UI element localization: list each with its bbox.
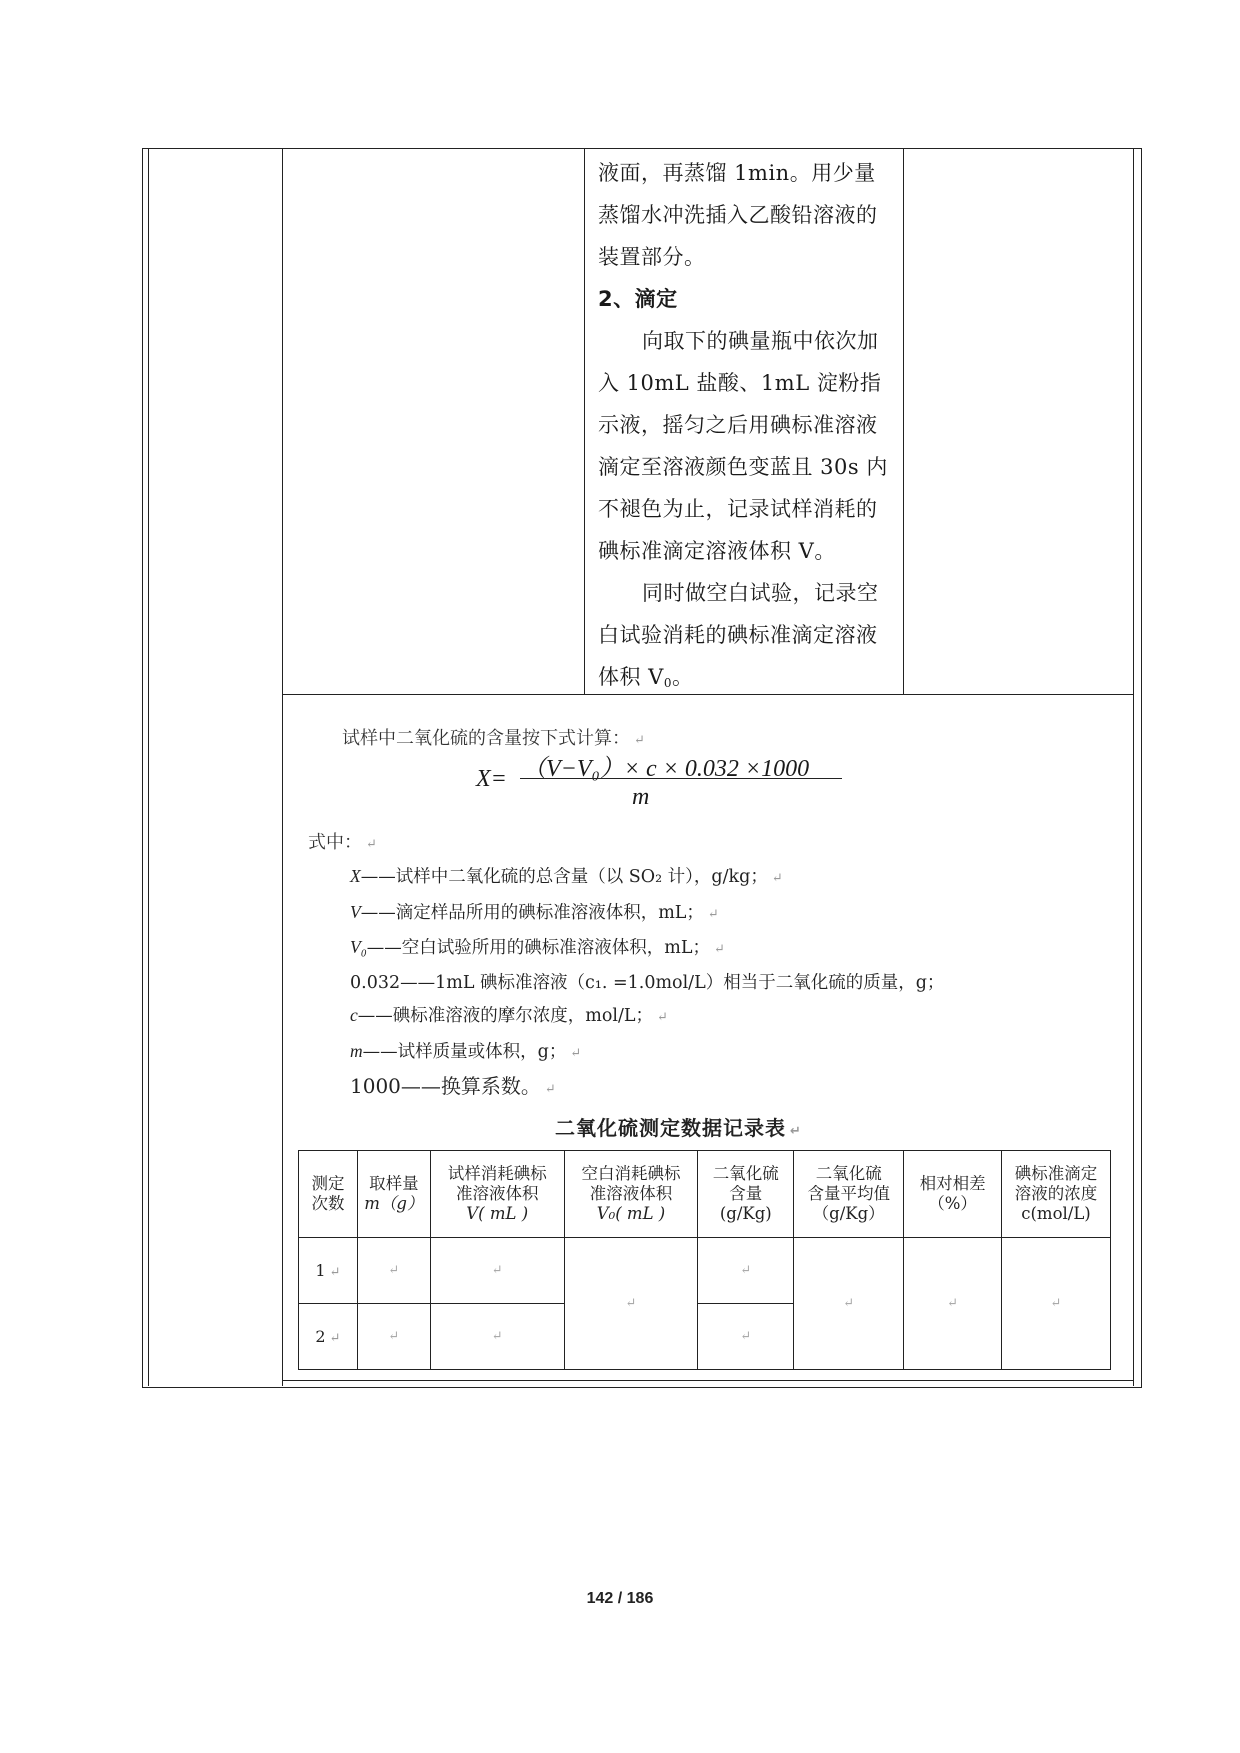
- return-mark-icon: ↵: [790, 1124, 802, 1139]
- right-content-divider: [903, 148, 904, 694]
- header-sample-mass: 取样量 m（g）: [357, 1151, 430, 1238]
- definition-text: ——试样质量或体积，g；: [362, 1041, 567, 1062]
- record-table: [298, 1150, 1111, 1370]
- blank-test-paragraph: [598, 572, 896, 704]
- header-test-number: 测定 次数: [299, 1151, 358, 1238]
- where-label-text: 式中：: [308, 832, 362, 853]
- definition-text: ——滴定样品所用的碘标准溶液体积，mL；: [360, 902, 704, 923]
- formula-numerator: （V−V₀）× c × 0.032 ×1000: [522, 756, 810, 782]
- so2-average-cell[interactable]: ↵: [794, 1238, 904, 1370]
- iodine-concentration-cell[interactable]: ↵: [1002, 1238, 1111, 1370]
- sample-mass-cell[interactable]: ↵: [357, 1238, 430, 1304]
- definition-item: [350, 931, 944, 967]
- sample-volume-cell[interactable]: ↵: [430, 1304, 564, 1370]
- return-mark-icon: ↵: [657, 1010, 668, 1025]
- header-relative-difference: 相对相差 （%）: [904, 1151, 1002, 1238]
- header-blank-volume: 空白消耗碘标 准溶液体积 V₀( mL ): [564, 1151, 698, 1238]
- definition-text: ——试样中二氧化硫的总含量（以 SO₂ 计），g/kg；: [360, 867, 768, 887]
- where-label: [308, 828, 377, 854]
- definition-item: [350, 860, 944, 896]
- definition-symbol: c: [350, 1005, 358, 1025]
- procedure-continued-text: 液面，再蒸馏 1min。用少量蒸馏水冲洗插入乙酸铅溶液的装置部分。: [598, 161, 878, 269]
- blank-test-subscript: 0: [663, 676, 672, 690]
- definition-symbol: 0.032: [350, 972, 401, 993]
- so2-content-cell[interactable]: ↵: [698, 1304, 794, 1370]
- definition-text: ——换算系数。: [400, 1074, 541, 1098]
- definition-text: ——碘标准溶液的摩尔浓度，mol/L；: [357, 1006, 654, 1026]
- titration-paragraph: 向取下的碘量瓶中依次加入 10mL 盐酸、1mL 淀粉指示液，摇匀之后用碘标准溶液滴定至溶液颜色变蓝且 30s 内不褪色为止，记录试样消耗的碘标准滴定溶液体积 V。: [598, 329, 888, 563]
- definition-item: [350, 967, 944, 1000]
- relative-difference-cell[interactable]: ↵: [904, 1238, 1002, 1370]
- blank-test-text: 同时做空白试验，记录空白试验消耗的碘标准滴定溶液体积 V: [598, 581, 879, 689]
- definition-item: [350, 1035, 944, 1071]
- formula-lhs: X=: [476, 766, 507, 792]
- record-table-title: [555, 1112, 802, 1141]
- definition-symbol: V: [350, 901, 361, 922]
- definition-text: ——1mL 碘标准溶液（c₁. =1.0mol/L）相当于二氧化硫的质量，g；: [400, 972, 945, 993]
- row-number-cell: 2 ↵: [299, 1304, 358, 1370]
- header-sample-volume: 试样消耗碘标 准溶液体积 V( mL ): [430, 1151, 564, 1238]
- table-header-row: [299, 1151, 1111, 1238]
- left-content-divider: [584, 148, 585, 694]
- return-mark-icon: ↵: [771, 871, 783, 886]
- frame-inner-left-line: [148, 148, 149, 1386]
- definition-symbol: V₀: [350, 937, 367, 957]
- so2-content-cell[interactable]: ↵: [698, 1238, 794, 1304]
- row-number-cell: 1 ↵: [299, 1238, 358, 1304]
- definition-symbol: m: [350, 1040, 363, 1061]
- definition-symbol: X: [350, 866, 361, 886]
- frame-inner-right-line: [1133, 148, 1134, 1386]
- label-column-divider: [282, 148, 283, 1386]
- header-iodine-concentration: 碘标准滴定 溶液的浓度 c(mol/L): [1002, 1151, 1111, 1238]
- return-mark-icon: ↵: [570, 1045, 582, 1061]
- header-so2-content: 二氧化硫 含量 (g/Kg): [698, 1151, 794, 1238]
- formula-fraction-bar: [520, 778, 842, 779]
- sample-volume-cell[interactable]: ↵: [430, 1238, 564, 1304]
- table-row: [299, 1238, 1111, 1304]
- definition-item: [350, 896, 944, 932]
- frame-bottom-inner-line: [282, 1380, 1133, 1381]
- section-heading-titration: 2、滴定: [598, 287, 678, 311]
- definition-item: [350, 999, 944, 1035]
- blank-test-end: 。: [671, 665, 694, 689]
- definition-item: [350, 1070, 944, 1107]
- return-mark-icon: ↵: [544, 1082, 556, 1097]
- definition-list: [350, 860, 944, 1107]
- definition-symbol: 1000: [350, 1074, 401, 1098]
- header-so2-average: 二氧化硫 含量平均值 （g/Kg）: [794, 1151, 904, 1238]
- return-mark-icon: ↵: [366, 837, 377, 852]
- blank-volume-cell[interactable]: ↵: [564, 1238, 698, 1370]
- procedure-text: [598, 152, 896, 704]
- page-number: 142 / 186: [586, 1590, 654, 1607]
- return-mark-icon: ↵: [634, 733, 645, 748]
- sample-mass-cell[interactable]: ↵: [357, 1304, 430, 1370]
- calculation-intro-text: 试样中二氧化硫的含量按下式计算：: [342, 728, 630, 749]
- record-table-title-text: 二氧化硫测定数据记录表: [555, 1116, 786, 1140]
- return-mark-icon: ↵: [707, 906, 719, 922]
- calculation-intro: [342, 724, 645, 750]
- definition-text: ——空白试验所用的碘标准溶液体积，mL；: [366, 938, 710, 958]
- return-mark-icon: ↵: [714, 942, 725, 957]
- formula-denominator: m: [632, 784, 650, 810]
